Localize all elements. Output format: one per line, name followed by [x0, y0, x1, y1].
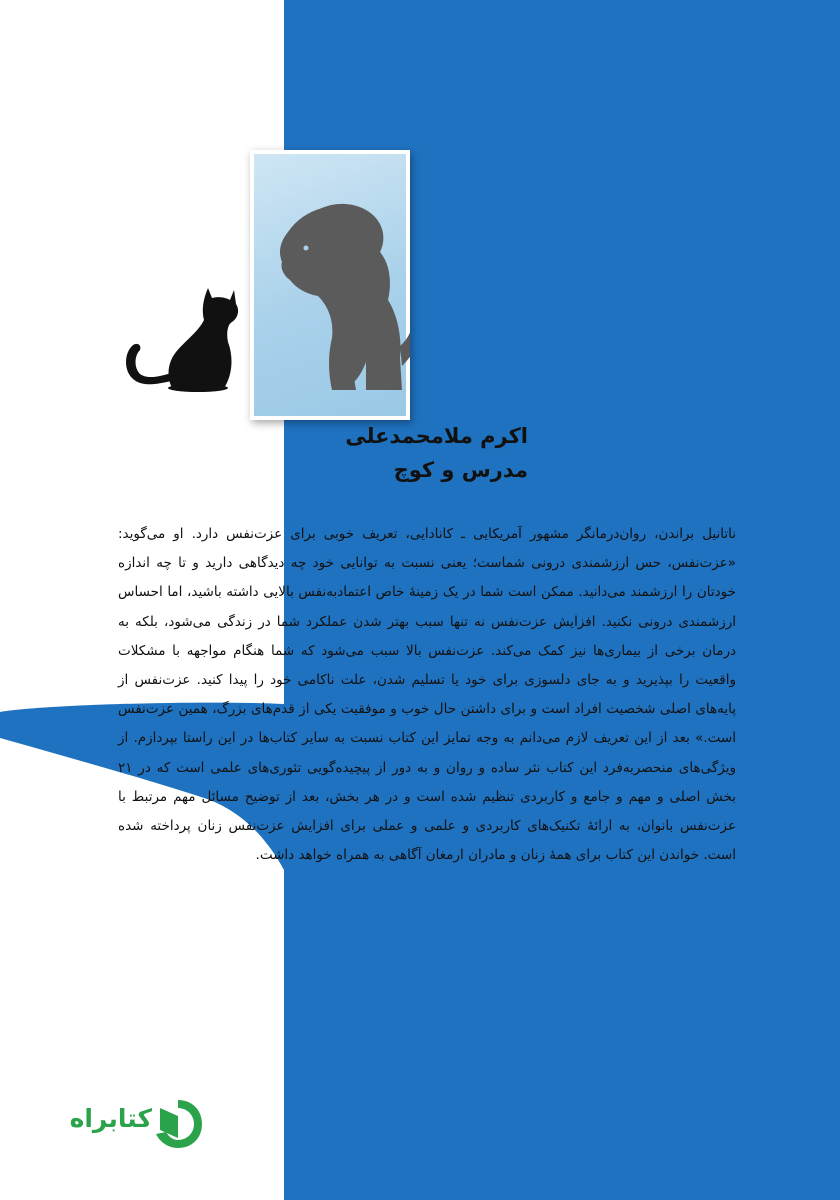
book-logo-icon	[152, 1098, 204, 1150]
author-role: مدرس و کوچ	[393, 458, 528, 482]
cat-silhouette-icon	[118, 280, 244, 394]
author-name: اکرم ملامحمدعلی	[345, 424, 528, 448]
lion-silhouette-icon	[262, 196, 410, 396]
publisher-name: کتابراه	[69, 1104, 152, 1133]
back-cover-blurb: ناتانیل براندن، روان‌درمانگر مشهور آمریکایی ـ کانادایی، تعریف خوبی برای عزت‌نفس دارد. او می‌گوید: «عزت‌نفس، حس ارزشمندی درونی شماست؛ یعنی نسبت به توانایی خود چه دیدگاهی دارید و تا چه اندازه خودتان را ارزشمند می‌دانید. ممکن است شما در یک زمینهٔ خاص اعتمادبه‌نفس بالایی داشته باشید، اما احساس ارزشمندی درونی نکنید. افزایش عزت‌نفس نه تنها سبب بهتر شدن عملکرد شما در زندگی می‌شود، بلکه به درمان برخی از بیماری‌ها نیز کمک می‌کند. عزت‌نفس بالا سبب می‌شود که شما هنگام مواجهه با مشکلات واقعیت را بپذیرید و به جای دلسوزی برای خود یا تسلیم شدن، علت ناکامی خود را پیدا کنید. عزت‌نفس از پایه‌های اصلی شخصیت افراد است و برای داشتن حال خوب و موفقیت یکی از قدم‌های بزرگ، همین عزت‌نفس است.» بعد از این تعریف لازم می‌دانم به وجه تمایز این کتاب نسبت به سایر کتاب‌ها در این راستا بپردازم. از ویژگی‌های منحصربه‌فرد این کتاب نثر ساده و روان و به دور از پیچیده‌گویی تئوری‌های علمی است که در ۲۱ بخش اصلی و مهم و جامع و کاربردی تنظیم شده است و در هر بخش، بعد از توضیح مسائل مهم مرتبط با عزت‌نفس بانوان، به ارائهٔ تکنیک‌های کاربردی و علمی و عملی برای افزایش عزت‌نفس زنان پرداخته شده است. خواندن این کتاب برای همهٔ زنان و مادران ارمغان آگاهی به همراه خواهد داشت.	[118, 526, 736, 864]
publisher-logo	[44, 1096, 202, 1152]
